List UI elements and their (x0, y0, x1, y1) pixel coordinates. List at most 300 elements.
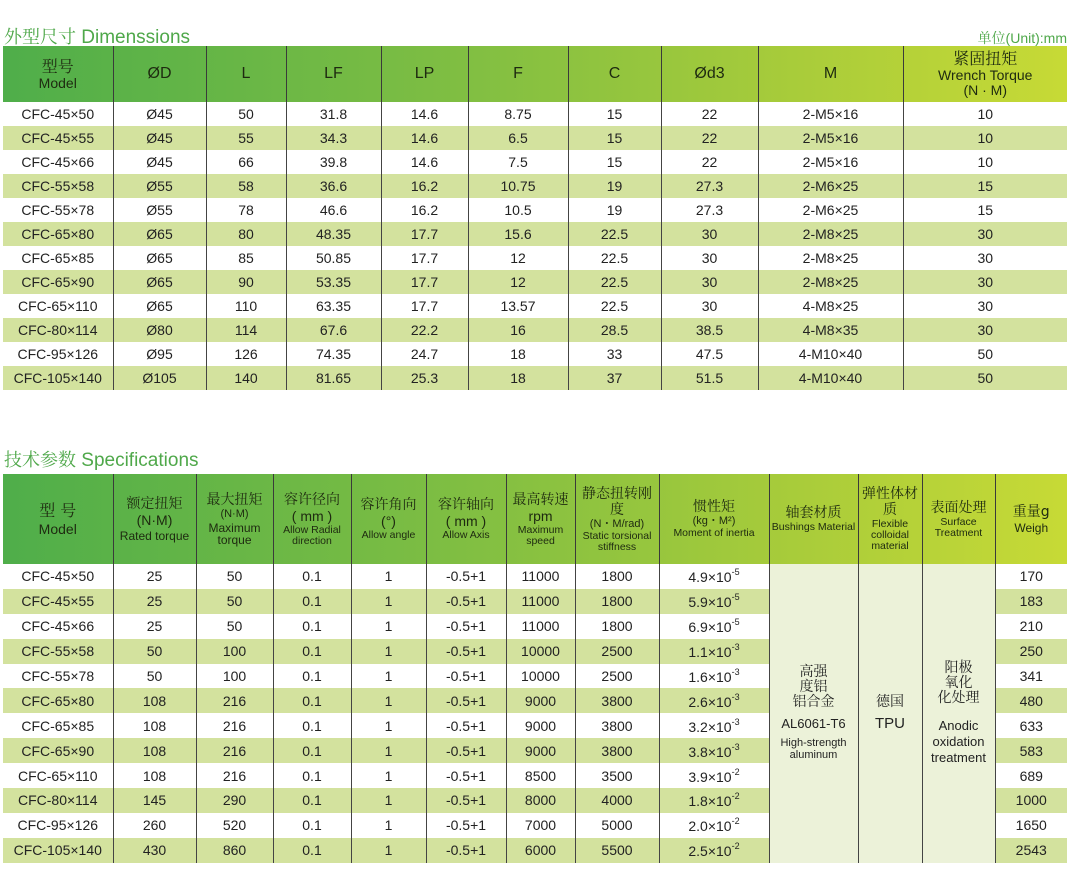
dim-cell-lf: 36.6 (286, 174, 381, 198)
dim-header-l: L (206, 46, 286, 102)
spec-header-angle-en: Allow angle (361, 529, 416, 541)
dim-cell-od: Ø45 (113, 150, 206, 174)
spec-cell-radial: 0.1 (273, 838, 351, 863)
spec-cell-rated: 108 (113, 713, 196, 738)
spec-cell-weight: 250 (995, 639, 1067, 664)
dim-cell-od: Ø55 (113, 198, 206, 222)
dimensions-table-row (3, 318, 1067, 342)
spec-cell-weight: 633 (995, 713, 1067, 738)
dim-cell-lf: 48.35 (286, 222, 381, 246)
spec-header-weight-cn: 重量g (1012, 504, 1050, 520)
spec-header-surface-cn: 表面处理 (930, 499, 987, 516)
spec-header-angle-unit: (°) (381, 513, 396, 529)
spec-cell-inertia (659, 788, 769, 813)
dim-header-model (3, 46, 113, 102)
spec-cell-radial: 0.1 (273, 688, 351, 713)
dim-cell-od3: 30 (661, 246, 758, 270)
inertia-base: 4.9×10 (688, 569, 732, 586)
spec-header-elastomer (858, 474, 922, 564)
spec-header-axis (426, 474, 506, 564)
dim-header-f: F (468, 46, 568, 102)
spec-cell-stiffness: 2500 (575, 639, 659, 664)
dim-cell-od3: 22 (661, 150, 758, 174)
dim-cell-f: 16 (468, 318, 568, 342)
spec-cell-axis: -0.5+1 (426, 589, 506, 614)
specifications-title-cn: 技术参数 (4, 450, 76, 471)
dim-cell-l: 85 (206, 246, 286, 270)
spec-cell-weight: 480 (995, 688, 1067, 713)
spec-header-axis-unit: ( mm ) (445, 513, 487, 529)
spec-cell-speed: 9000 (506, 738, 575, 763)
dim-cell-lf: 31.8 (286, 102, 381, 126)
spec-cell-weight: 1000 (995, 788, 1067, 813)
spec-header-max-torque (196, 474, 273, 564)
dim-cell-wrench-torque: 50 (903, 366, 1067, 390)
spec-cell-weight: 210 (995, 614, 1067, 639)
spec-cell-angle: 1 (351, 763, 426, 788)
spec-cell-max: 216 (196, 713, 273, 738)
dim-cell-wrench-torque: 10 (903, 150, 1067, 174)
inertia-base: 2.0×10 (688, 818, 732, 835)
spec-cell-speed: 11000 (506, 614, 575, 639)
dim-cell-l: 50 (206, 102, 286, 126)
dim-cell-od3: 30 (661, 222, 758, 246)
dim-cell-model: CFC-45×50 (21, 106, 95, 122)
dim-cell-model: CFC-65×110 (17, 298, 98, 314)
spec-cell-stiffness: 3800 (575, 713, 659, 738)
dim-cell-lp: 22.2 (381, 318, 468, 342)
dim-cell-od3: 30 (661, 294, 758, 318)
spec-cell-axis: -0.5+1 (426, 688, 506, 713)
spec-header-stiffness-en: Static torsional stiffness (582, 529, 652, 553)
dimensions-table-row (3, 366, 1067, 390)
spec-cell-axis: -0.5+1 (426, 564, 506, 589)
dim-cell-od: Ø65 (113, 246, 206, 270)
spec-cell-axis: -0.5+1 (426, 788, 506, 813)
spec-header-inertia-en: Moment of inertia (673, 527, 755, 539)
dim-cell-f: 18 (468, 342, 568, 366)
dim-cell-model: CFC-45×66 (21, 154, 95, 170)
spec-cell-stiffness: 3800 (575, 688, 659, 713)
spec-cell-stiffness: 5500 (575, 838, 659, 863)
dim-cell-m: 2-M6×25 (758, 174, 903, 198)
dim-cell-f: 6.5 (468, 126, 568, 150)
dim-cell-c: 33 (568, 342, 661, 366)
spec-cell-rated: 260 (113, 813, 196, 838)
spec-cell-rated: 430 (113, 838, 196, 863)
dim-cell-l: 55 (206, 126, 286, 150)
dim-header-od3: Ød3 (661, 46, 758, 102)
inertia-base: 2.5×10 (688, 843, 732, 860)
dim-cell-lf: 39.8 (286, 150, 381, 174)
inertia-base: 3.8×10 (688, 743, 732, 760)
dim-header-lf: LF (286, 46, 381, 102)
spec-cell-angle: 1 (351, 589, 426, 614)
dim-cell-l: 80 (206, 222, 286, 246)
dim-cell-m: 4-M10×40 (758, 342, 903, 366)
dimensions-table-row (3, 174, 1067, 198)
bushing-material-cn-line: 度铝 (799, 679, 828, 696)
dim-header-lp: LP (381, 46, 468, 102)
dim-cell-model: CFC-45×55 (21, 130, 95, 146)
unit-label: 单位(Unit):mm (977, 30, 1067, 46)
spec-header-radial-cn: 容许径向 (284, 491, 340, 508)
dim-cell-od: Ø80 (113, 318, 206, 342)
spec-cell-axis: -0.5+1 (426, 713, 506, 738)
dim-cell-model: CFC-65×90 (21, 274, 95, 290)
dim-cell-c: 28.5 (568, 318, 661, 342)
spec-cell-inertia (659, 589, 769, 614)
spec-header-stiffness (575, 474, 659, 564)
spec-cell-radial: 0.1 (273, 813, 351, 838)
dim-cell-wrench-torque: 10 (903, 126, 1067, 150)
bushing-material-cn-line: 高强 (799, 664, 828, 681)
dim-cell-wrench-torque: 30 (903, 318, 1067, 342)
surface-treatment-cn-line: 氧化 (944, 674, 973, 691)
dim-cell-m: 4-M8×35 (758, 318, 903, 342)
dim-cell-wrench-torque: 10 (903, 102, 1067, 126)
spec-header-speed-en: Maximum speed (517, 523, 564, 547)
bushing-material-grade: AL6061-T6 (781, 716, 846, 732)
dim-cell-f: 10.5 (468, 198, 568, 222)
spec-header-speed (506, 474, 575, 564)
spec-cell-stiffness: 1800 (575, 614, 659, 639)
dim-cell-f: 7.5 (468, 150, 568, 174)
dim-cell-model: CFC-55×78 (21, 202, 95, 218)
dim-cell-model: CFC-105×140 (13, 370, 102, 386)
spec-header-weight (995, 474, 1067, 564)
bushing-material-en: High-strength aluminum (780, 737, 847, 762)
spec-header-elastomer-cn: 弹性体材质 (862, 486, 918, 518)
spec-cell-model: CFC-80×114 (17, 792, 98, 809)
spec-cell-radial: 0.1 (273, 763, 351, 788)
surface-treatment-cn-line: 阳极 (944, 659, 973, 676)
inertia-exponent: -2 (731, 841, 740, 852)
dim-cell-f: 18 (468, 366, 568, 390)
spec-header-model-en: Model (38, 521, 77, 537)
dimensions-table-row (3, 102, 1067, 126)
spec-cell-angle: 1 (351, 639, 426, 664)
dim-cell-c: 15 (568, 150, 661, 174)
spec-cell-angle: 1 (351, 838, 426, 863)
spec-cell-speed: 10000 (506, 639, 575, 664)
spec-cell-rated: 108 (113, 688, 196, 713)
dim-cell-lp: 16.2 (381, 174, 468, 198)
dim-header-torque-en: Wrench Torque (938, 67, 1033, 83)
spec-cell-weight: 183 (995, 589, 1067, 614)
dim-cell-f: 13.57 (468, 294, 568, 318)
spec-cell-max: 290 (196, 788, 273, 813)
spec-header-elastomer-en: Flexible colloidal material (871, 518, 909, 552)
spec-header-rated-cn: 额定扭矩 (126, 496, 183, 512)
spec-header-angle-cn: 容许角向 (360, 497, 417, 513)
spec-cell-stiffness: 3500 (575, 763, 659, 788)
dim-cell-m: 4-M8×25 (758, 294, 903, 318)
dim-cell-c: 19 (568, 198, 661, 222)
spec-cell-radial: 0.1 (273, 788, 351, 813)
spec-cell-model: CFC-45×55 (21, 593, 95, 610)
dim-cell-model: CFC-65×80 (21, 226, 95, 242)
inertia-base: 1.6×10 (688, 669, 732, 685)
inertia-exponent: -3 (731, 691, 740, 702)
spec-cell-max: 50 (196, 564, 273, 589)
specifications-table (3, 474, 1067, 863)
spec-cell-speed: 10000 (506, 664, 575, 689)
inertia-exponent: -3 (731, 741, 740, 752)
dim-cell-od3: 22 (661, 102, 758, 126)
dim-cell-lp: 17.7 (381, 222, 468, 246)
surface-treatment-en: Anodic oxidation treatment (931, 717, 986, 765)
spec-cell-max: 216 (196, 763, 273, 788)
spec-cell-speed: 7000 (506, 813, 575, 838)
inertia-base: 3.2×10 (688, 718, 732, 735)
spec-cell-speed: 8500 (506, 763, 575, 788)
spec-cell-model: CFC-45×66 (21, 618, 95, 635)
spec-cell-model: CFC-45×50 (21, 568, 95, 585)
spec-header-angle (351, 474, 426, 564)
spec-cell-max: 216 (196, 688, 273, 713)
spec-cell-radial: 0.1 (273, 564, 351, 589)
specifications-header-row (3, 474, 1067, 564)
spec-cell-weight: 170 (995, 564, 1067, 589)
inertia-exponent: -5 (731, 567, 740, 578)
dim-cell-model: CFC-95×126 (17, 346, 99, 362)
spec-cell-inertia (659, 614, 769, 639)
spec-header-bushing (769, 474, 858, 564)
spec-cell-model: CFC-65×85 (21, 717, 95, 734)
dim-cell-lf: 67.6 (286, 318, 381, 342)
dim-cell-l: 58 (206, 174, 286, 198)
dim-cell-lp: 24.7 (381, 342, 468, 366)
spec-cell-max: 860 (196, 838, 273, 863)
dimensions-table-row (3, 126, 1067, 150)
spec-cell-axis: -0.5+1 (426, 813, 506, 838)
spec-cell-angle: 1 (351, 564, 426, 589)
spec-cell-max: 100 (196, 639, 273, 664)
spec-cell-speed: 9000 (506, 713, 575, 738)
spec-cell-inertia (659, 738, 769, 763)
dim-cell-c: 15 (568, 102, 661, 126)
spec-cell-radial: 0.1 (273, 614, 351, 639)
spec-header-max-unit: (N·M) (220, 508, 249, 520)
spec-cell-weight: 689 (995, 763, 1067, 788)
spec-cell-rated: 145 (113, 788, 196, 813)
spec-cell-speed: 9000 (506, 688, 575, 713)
dim-cell-od3: 27.3 (661, 198, 758, 222)
dim-cell-lp: 17.7 (381, 294, 468, 318)
spec-cell-model: CFC-65×80 (21, 692, 95, 709)
dim-cell-model: CFC-65×85 (21, 250, 95, 266)
spec-cell-radial: 0.1 (273, 589, 351, 614)
spec-header-speed-unit: rpm (528, 507, 553, 524)
dim-cell-od: Ø65 (113, 294, 206, 318)
dim-cell-m: 2-M8×25 (758, 222, 903, 246)
spec-header-max-cn: 最大扭矩 (206, 492, 263, 508)
inertia-exponent: -5 (731, 592, 740, 603)
dim-cell-wrench-torque: 30 (903, 246, 1067, 270)
dim-cell-l: 66 (206, 150, 286, 174)
spec-cell-weight: 1650 (995, 813, 1067, 838)
spec-cell-stiffness: 4000 (575, 788, 659, 813)
spec-cell-model: CFC-65×90 (21, 742, 95, 759)
elastomer-material-en: TPU (875, 714, 905, 732)
spec-header-radial (273, 474, 351, 564)
spec-cell-model: CFC-95×126 (17, 817, 99, 834)
dim-cell-wrench-torque: 50 (903, 342, 1067, 366)
spec-cell-elastomer-material (858, 564, 922, 863)
spec-cell-rated: 50 (113, 664, 196, 689)
spec-cell-rated: 25 (113, 589, 196, 614)
dimensions-table (3, 46, 1067, 390)
dim-cell-m: 2-M5×16 (758, 126, 903, 150)
inertia-base: 1.8×10 (688, 793, 732, 810)
dim-cell-l: 90 (206, 270, 286, 294)
spec-cell-model: CFC-55×78 (21, 668, 95, 684)
dimensions-table-row (3, 342, 1067, 366)
dim-cell-wrench-torque: 15 (903, 174, 1067, 198)
inertia-exponent: -3 (731, 716, 740, 727)
spec-cell-inertia (659, 713, 769, 738)
spec-cell-model: CFC-65×110 (17, 767, 98, 784)
spec-cell-speed: 6000 (506, 838, 575, 863)
dim-cell-m: 2-M8×25 (758, 246, 903, 270)
spec-cell-angle: 1 (351, 738, 426, 763)
spec-cell-model: CFC-55×58 (21, 643, 95, 660)
spec-cell-max: 520 (196, 813, 273, 838)
inertia-exponent: -5 (731, 617, 740, 628)
dim-cell-c: 22.5 (568, 222, 661, 246)
dim-cell-c: 22.5 (568, 294, 661, 318)
spec-cell-radial: 0.1 (273, 738, 351, 763)
dim-cell-lf: 63.35 (286, 294, 381, 318)
dim-cell-f: 8.75 (468, 102, 568, 126)
dim-cell-c: 22.5 (568, 270, 661, 294)
spec-cell-rated: 25 (113, 614, 196, 639)
dim-cell-l: 126 (206, 342, 286, 366)
dim-cell-od: Ø65 (113, 222, 206, 246)
spec-cell-stiffness: 1800 (575, 564, 659, 589)
spec-cell-radial: 0.1 (273, 639, 351, 664)
dim-cell-l: 140 (206, 366, 286, 390)
spec-cell-rated: 25 (113, 564, 196, 589)
inertia-base: 3.9×10 (688, 768, 732, 785)
dim-cell-f: 12 (468, 246, 568, 270)
dim-cell-od3: 30 (661, 270, 758, 294)
spec-header-inertia (659, 474, 769, 564)
dim-cell-m: 4-M10×40 (758, 366, 903, 390)
spec-cell-inertia (659, 838, 769, 863)
dim-cell-od: Ø45 (113, 126, 206, 150)
spec-header-radial-unit: ( mm ) (291, 507, 333, 524)
dim-cell-wrench-torque: 15 (903, 198, 1067, 222)
spec-cell-stiffness: 1800 (575, 589, 659, 614)
dim-cell-od: Ø65 (113, 270, 206, 294)
spec-cell-radial: 0.1 (273, 664, 351, 689)
spec-cell-weight: 341 (995, 664, 1067, 689)
dim-cell-od: Ø55 (113, 174, 206, 198)
dim-cell-od3: 38.5 (661, 318, 758, 342)
spec-cell-axis: -0.5+1 (426, 614, 506, 639)
dim-cell-wrench-torque: 30 (903, 222, 1067, 246)
spec-cell-rated: 50 (113, 639, 196, 664)
spec-cell-angle: 1 (351, 664, 426, 689)
dim-cell-od3: 47.5 (661, 342, 758, 366)
spec-cell-speed: 11000 (506, 564, 575, 589)
elastomer-material-cn: 德国 (876, 693, 904, 710)
spec-cell-inertia (659, 688, 769, 713)
specifications-section-title (4, 446, 199, 472)
spec-cell-axis: -0.5+1 (426, 639, 506, 664)
inertia-base: 2.6×10 (688, 693, 732, 710)
dim-cell-l: 110 (206, 294, 286, 318)
spec-cell-angle: 1 (351, 788, 426, 813)
dimensions-table-row (3, 294, 1067, 318)
dim-cell-od3: 27.3 (661, 174, 758, 198)
spec-header-axis-cn: 容许轴向 (438, 497, 494, 513)
spec-cell-axis: -0.5+1 (426, 738, 506, 763)
dim-cell-f: 10.75 (468, 174, 568, 198)
spec-header-speed-cn: 最高转速 (512, 491, 569, 508)
inertia-base: 5.9×10 (688, 594, 732, 611)
specifications-table-row (3, 564, 1067, 589)
spec-header-max-en: Maximum torque (208, 521, 261, 547)
spec-cell-weight: 2543 (995, 838, 1067, 863)
spec-cell-angle: 1 (351, 614, 426, 639)
spec-cell-rated: 108 (113, 763, 196, 788)
spec-header-stiffness-unit: (N・M/rad) (589, 517, 645, 530)
dimensions-table-row (3, 150, 1067, 174)
spec-header-weight-en: Weigh (1014, 521, 1049, 535)
dim-header-wrench-torque (903, 46, 1067, 102)
spec-header-rated-torque (113, 474, 196, 564)
spec-header-model-cn: 型 号 (39, 501, 77, 520)
inertia-base: 6.9×10 (688, 619, 732, 636)
spec-cell-stiffness: 5000 (575, 813, 659, 838)
inertia-base: 1.1×10 (688, 644, 732, 661)
dimensions-table-row (3, 198, 1067, 222)
inertia-exponent: -2 (731, 816, 740, 827)
spec-header-bushing-cn: 轴套材质 (785, 505, 842, 521)
dim-cell-m: 2-M6×25 (758, 198, 903, 222)
dim-cell-l: 78 (206, 198, 286, 222)
dim-cell-lf: 50.85 (286, 246, 381, 270)
spec-cell-inertia (659, 564, 769, 589)
dim-header-m: M (758, 46, 903, 102)
dim-cell-m: 2-M5×16 (758, 150, 903, 174)
dim-cell-wrench-torque: 30 (903, 270, 1067, 294)
inertia-exponent: -3 (731, 642, 740, 653)
dim-cell-od: Ø105 (113, 366, 206, 390)
spec-cell-axis: -0.5+1 (426, 838, 506, 863)
dimensions-table-row (3, 222, 1067, 246)
dim-cell-od3: 51.5 (661, 366, 758, 390)
spec-cell-model: CFC-105×140 (13, 842, 102, 859)
bushing-material-cn-line: 铝合金 (792, 694, 835, 711)
spec-header-radial-en: Allow Radial direction (283, 523, 341, 547)
spec-header-stiffness-cn: 静态扭转刚度 (582, 485, 652, 518)
spec-cell-radial: 0.1 (273, 713, 351, 738)
spec-header-rated-unit: (N·M) (136, 512, 173, 528)
dim-cell-f: 15.6 (468, 222, 568, 246)
spec-cell-inertia (659, 639, 769, 664)
dim-header-torque-cn: 紧固扭矩 (953, 49, 1018, 68)
dim-cell-lp: 17.7 (381, 246, 468, 270)
spec-header-inertia-cn: 惯性矩 (693, 499, 735, 515)
dim-header-model-en: Model (38, 74, 77, 91)
surface-treatment-cn-line: 化处理 (937, 689, 980, 706)
dim-cell-m: 2-M5×16 (758, 102, 903, 126)
spec-cell-surface-treatment (922, 564, 995, 863)
